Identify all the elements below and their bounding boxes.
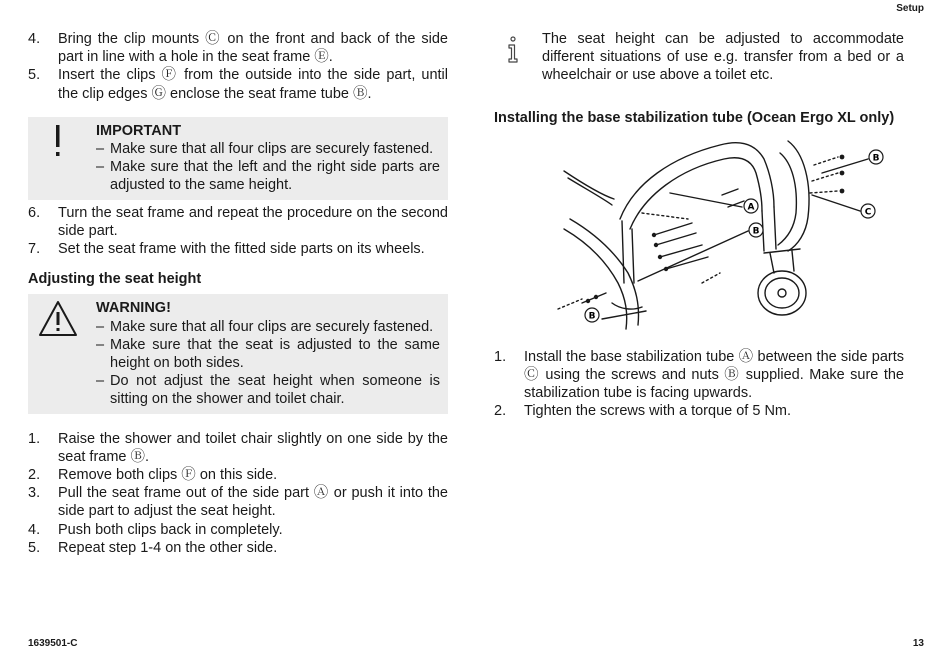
important-list [96, 140, 440, 195]
list-item: 1. Install the base stabilization tube Ⓐ between the side parts Ⓒ using the screws and nuts Ⓑ supplied. Make sure the stabilization tube is facing upwards. [494, 348, 904, 402]
stabilization-tube-illustration [542, 133, 950, 338]
list-item: – Do not adjust the seat height when someone is sitting on the shower and toilet chair. [96, 373, 440, 408]
list-item: – Make sure that the seat is adjusted to the same height on both sides. [96, 336, 440, 372]
list-item: 2. Remove both clips Ⓕ on this side. [28, 467, 278, 484]
list-item: – Make sure that all four clips are securely fastened. [96, 141, 434, 158]
list-item: 1. Raise the shower and toilet chair slightly on one side by the seat frame Ⓑ. [28, 430, 448, 465]
steps-mid [28, 204, 448, 259]
list-item: 2. Tighten the screws with a torque of 5 Nm. [494, 403, 792, 420]
exclamation-icon [38, 122, 78, 162]
assembly-drawing [542, 133, 904, 338]
section-header: Setup [896, 3, 924, 14]
list-item: – Make sure that the left and the right side parts are adjusted to the same height. [96, 159, 440, 194]
callout-c [861, 204, 875, 218]
right-column [494, 30, 904, 421]
list-item: 5. Repeat step 1-4 on the other side. [28, 539, 278, 556]
list-item: 5. Insert the clips Ⓕ from the outside into the side part, until the clip edges Ⓖ enclose the seat frame tube Ⓑ. [28, 67, 448, 102]
svg-text:B: B [752, 226, 760, 237]
section-heading-seat-height: Adjusting the seat height [28, 271, 202, 288]
left-column [28, 30, 448, 557]
info-note: The seat height can be adjusted to accommodate different situations of use e.g. transfer from a bed or a wheelchair or use above a toilet etc. [494, 30, 904, 85]
warning-triangle-icon [38, 299, 78, 339]
svg-text:A: A [747, 202, 755, 213]
steps-stabilization [494, 348, 904, 421]
document-number: 1639501-C [28, 638, 78, 649]
callout-b-bottom-left [585, 308, 599, 322]
info-icon [506, 36, 520, 64]
list-item: 4. Push both clips back in completely. [28, 521, 283, 538]
section-heading-stabilization: Installing the base stabilization tube (Ocean Ergo XL only) [494, 109, 895, 126]
svg-text:B: B [872, 153, 880, 164]
svg-text:C: C [864, 207, 872, 218]
warning-title: WARNING! [96, 300, 171, 317]
warning-box [28, 294, 448, 413]
list-item: 4. Bring the clip mounts Ⓒ on the front and back of the side part in line with a hole in the seat frame Ⓔ. [28, 31, 448, 66]
important-title: IMPORTANT [96, 122, 182, 139]
list-item: 3. Pull the seat frame out of the side part Ⓐ or push it into the side part to adjust the seat height. [28, 485, 448, 520]
important-box [28, 117, 448, 200]
list-item: 6. Turn the seat frame and repeat the procedure on the second side part. [28, 204, 448, 239]
list-item: 7. Set the seat frame with the fitted side parts on its wheels. [28, 241, 425, 258]
callout-b-top-right [869, 150, 883, 164]
steps-bottom [28, 430, 448, 557]
page-number: 13 [912, 638, 924, 649]
steps-top [28, 30, 448, 103]
warning-list [96, 318, 440, 409]
svg-text:B: B [588, 311, 596, 322]
list-item: – Make sure that all four clips are securely fastened. [96, 318, 434, 335]
callout-a [744, 199, 758, 213]
callout-b-center [749, 223, 763, 237]
